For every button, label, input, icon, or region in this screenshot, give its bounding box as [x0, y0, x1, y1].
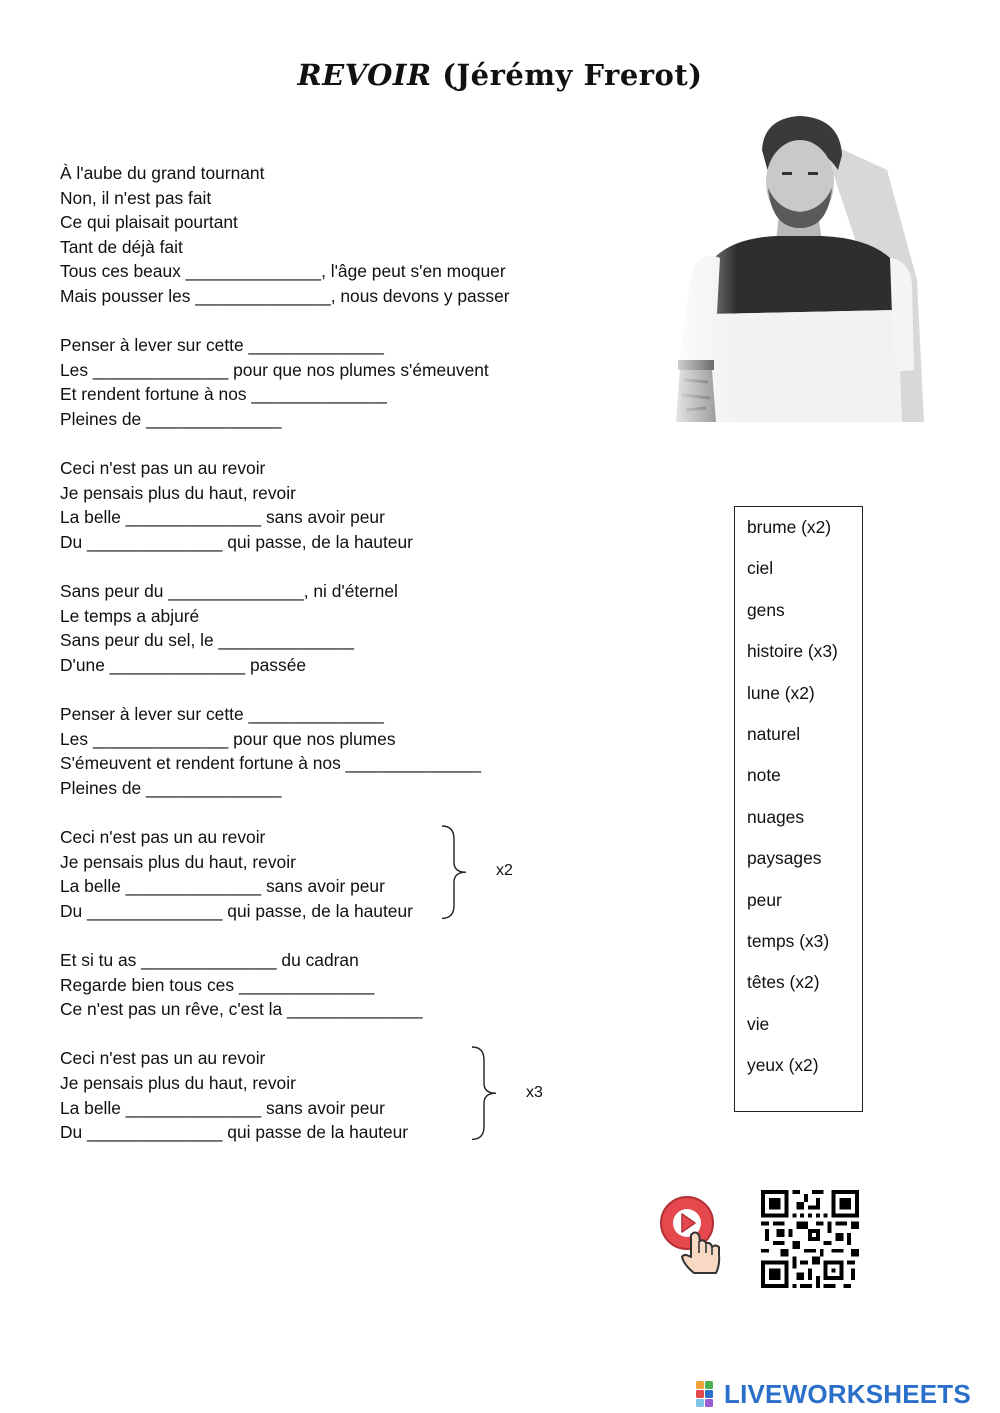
lyric-line: Je pensais plus du haut, revoir	[60, 482, 296, 503]
lyric-line: Du ______________ qui passe de la hauteur	[60, 1122, 409, 1143]
stanza	[60, 456, 680, 554]
repeat-brace	[440, 823, 468, 921]
lyric-line: Tous ces beaux ______________, l'âge peut s'en moquer	[60, 261, 506, 282]
play-button-hand-icon[interactable]	[658, 1195, 724, 1277]
word-bank-item: temps (x3)	[747, 930, 830, 951]
lyric-line: Les ______________ pour que nos plumes	[60, 728, 396, 749]
word-bank-item: yeux (x2)	[747, 1055, 819, 1076]
lyric-line: Je pensais plus du haut, revoir	[60, 1072, 296, 1093]
lyric-line: Pleines de ______________	[60, 408, 282, 429]
artist-photo	[672, 110, 930, 422]
lyric-line: Les ______________ pour que nos plumes s'émeuvent	[60, 359, 489, 380]
lyric-line: Je pensais plus du haut, revoir	[60, 851, 296, 872]
word-bank-item: brume (x2)	[747, 517, 832, 537]
lyric-line: Ceci n'est pas un au revoir	[60, 1048, 266, 1069]
qr-code-icon[interactable]	[761, 1190, 859, 1288]
stanza	[60, 702, 680, 800]
lyric-line: Pleines de ______________	[60, 777, 282, 798]
word-bank-item: peur	[747, 889, 782, 910]
lyric-line: Penser à lever sur cette ______________	[60, 704, 384, 725]
lyrics	[60, 161, 680, 1169]
word-bank-item: gens	[747, 599, 785, 620]
lyric-line: Du ______________ qui passe, de la hauteur	[60, 531, 413, 552]
word-bank-item: naturel	[747, 723, 801, 744]
song-title: REVOIR	[297, 58, 432, 92]
lyric-line: Ce n'est pas un rêve, c'est la ______________	[60, 999, 423, 1020]
liveworksheets-logo-icon	[696, 1381, 724, 1407]
brand-name: LIVEWORKSHEETS	[724, 1378, 971, 1409]
word-bank-item: ciel	[747, 558, 774, 579]
lyric-line: Et si tu as ______________ du cadran	[60, 950, 359, 970]
lyric-line: La belle ______________ sans avoir peur	[60, 1097, 385, 1118]
word-bank-item: vie	[747, 1013, 770, 1034]
page-title	[0, 58, 1000, 92]
lyric-line: Du ______________ qui passe, de la hauteur	[60, 900, 413, 921]
lyric-line: Tant de déjà fait	[60, 236, 183, 257]
lyric-line: Sans peur du sel, le ______________	[60, 630, 354, 651]
artist-name: (Jérémy Frerot)	[442, 58, 703, 92]
lyric-line: S'émeuvent et rendent fortune à nos ______________	[60, 753, 482, 774]
lyric-line: Mais pousser les ______________, nous devons y passer	[60, 285, 510, 306]
lyric-line: Le temps a abjuré	[60, 605, 200, 626]
word-bank-item: paysages	[747, 848, 822, 869]
lyric-line: Ce qui plaisait pourtant	[60, 212, 238, 233]
lyric-line: Sans peur du ______________, ni d'éternel	[60, 581, 398, 602]
repeat-label: x3	[526, 1083, 543, 1101]
lyric-line: Ceci n'est pas un au revoir	[60, 458, 266, 479]
repeat-label: x2	[496, 862, 513, 880]
lyric-line: D'une ______________ passée	[60, 654, 307, 675]
lyric-line: Et rendent fortune à nos ______________	[60, 384, 387, 405]
stanza	[60, 161, 680, 309]
word-bank-item: têtes (x2)	[747, 972, 820, 993]
word-bank-item: note	[747, 765, 781, 786]
word-bank-item: lune (x2)	[747, 682, 815, 703]
stanza	[60, 825, 680, 923]
footer-brand[interactable]	[696, 1376, 971, 1412]
stanza	[60, 579, 680, 677]
word-bank	[734, 506, 863, 1112]
word-bank-item: nuages	[747, 806, 805, 827]
lyric-line: Non, il n'est pas fait	[60, 187, 212, 208]
lyric-line: La belle ______________ sans avoir peur	[60, 507, 385, 528]
lyric-line: Penser à lever sur cette ______________	[60, 335, 384, 356]
lyric-line: La belle ______________ sans avoir peur	[60, 876, 385, 897]
lyric-line: À l'aube du grand tournant	[60, 163, 265, 183]
lyric-line: Ceci n'est pas un au revoir	[60, 827, 266, 848]
stanza	[60, 333, 680, 431]
stanza	[60, 1046, 680, 1144]
word-bank-item: histoire (x3)	[747, 641, 838, 662]
repeat-brace	[470, 1044, 498, 1142]
lyric-line: Regarde bien tous ces ______________	[60, 974, 375, 995]
stanza	[60, 948, 680, 1022]
